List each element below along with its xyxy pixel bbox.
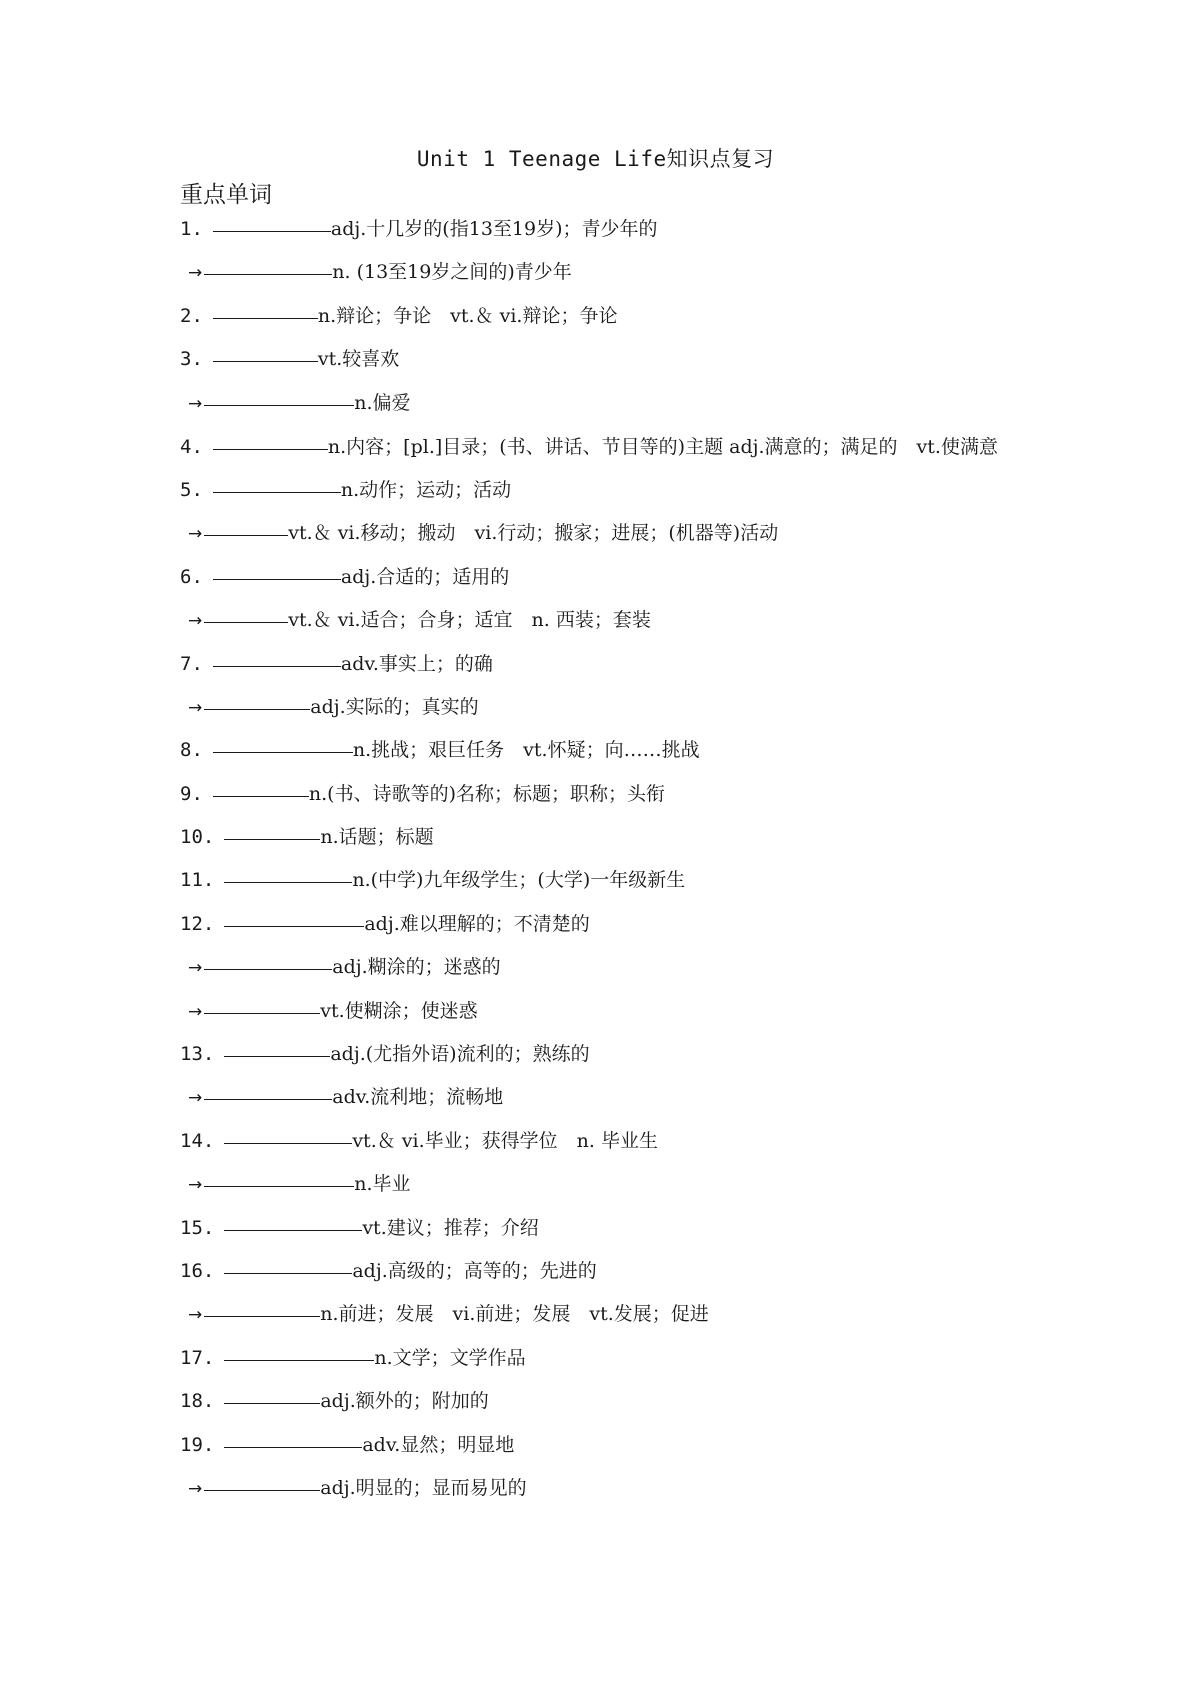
fill-in-blank[interactable]	[224, 1272, 352, 1274]
entry-definition: vt.＆ vi.毕业；获得学位 n. 毕业生	[352, 1129, 658, 1152]
vocabulary-entry	[180, 643, 1020, 686]
fill-in-blank[interactable]	[204, 708, 310, 710]
derived-word-entry	[180, 512, 1020, 555]
entry-definition: adv.事实上；的确	[340, 652, 493, 675]
entry-number: 4.	[180, 435, 203, 458]
derived-word-entry	[180, 686, 1020, 729]
entry-definition: n.偏爱	[354, 391, 411, 414]
fill-in-blank[interactable]	[213, 578, 341, 580]
entry-definition: n.动作；运动；活动	[340, 478, 512, 501]
fill-in-blank[interactable]	[224, 881, 352, 883]
arrow-icon: →	[188, 1175, 203, 1196]
arrow-icon: →	[188, 393, 203, 414]
fill-in-blank[interactable]	[213, 360, 318, 362]
arrow-icon: →	[188, 1478, 203, 1499]
vocabulary-entry	[180, 816, 1020, 859]
fill-in-blank[interactable]	[213, 448, 328, 450]
derived-word-entry	[180, 251, 1020, 294]
vocabulary-entry	[180, 1380, 1020, 1423]
fill-in-blank[interactable]	[204, 1185, 354, 1187]
entry-number: 14.	[180, 1129, 215, 1152]
derived-word-entry	[180, 946, 1020, 989]
section-heading: 重点单词	[180, 182, 272, 208]
fill-in-blank[interactable]	[224, 925, 364, 927]
entry-definition: adv.流利地；流畅地	[332, 1086, 504, 1109]
entry-number: 8.	[180, 739, 203, 762]
fill-in-blank[interactable]	[204, 1098, 332, 1100]
entry-definition: n.(中学)九年级学生；(大学)一年级新生	[352, 869, 686, 892]
fill-in-blank[interactable]	[224, 1359, 374, 1361]
entry-number: 19.	[180, 1433, 215, 1456]
vocabulary-entry	[180, 1337, 1020, 1380]
entry-definition: adj.难以理解的；不清楚的	[364, 912, 590, 935]
fill-in-blank[interactable]	[213, 665, 341, 667]
entry-number: 16.	[180, 1259, 215, 1282]
entry-number: 1.	[180, 218, 203, 240]
fill-in-blank[interactable]	[224, 1446, 362, 1448]
entry-definition: adj.十几岁的(指13至19岁)；青少年的	[330, 218, 658, 240]
derived-word-entry	[180, 599, 1020, 642]
vocabulary-entry	[180, 903, 1020, 946]
entry-number: 13.	[180, 1043, 215, 1066]
vocabulary-entry	[180, 1250, 1020, 1293]
entry-definition: n.文学；文学作品	[374, 1346, 526, 1369]
arrow-icon: →	[188, 611, 203, 632]
entry-definition: vt.＆ vi.移动；搬动 vi.行动；搬家；进展；(机器等)活动	[288, 522, 779, 545]
entry-number: 3.	[180, 348, 203, 371]
fill-in-blank[interactable]	[213, 230, 331, 232]
entry-definition: n.话题；标题	[320, 826, 434, 849]
entry-definition: n.(书、诗歌等的)名称；标题；职称；头衔	[308, 782, 665, 805]
entry-number: 15.	[180, 1216, 215, 1239]
vocabulary-entry	[180, 295, 1020, 338]
entry-definition: n.内容；[pl.]目录；(书、讲话、节目等的)主题 adj.满意的；满足的 vt.使满意	[327, 435, 998, 458]
vocabulary-entry	[180, 338, 1020, 381]
vocabulary-entry	[180, 469, 1020, 512]
fill-in-blank[interactable]	[224, 838, 320, 840]
entry-definition: vt.建议；推荐；介绍	[362, 1216, 539, 1239]
arrow-icon: →	[188, 697, 203, 718]
entry-definition: adj.糊涂的；迷惑的	[332, 956, 501, 979]
fill-in-blank[interactable]	[204, 534, 288, 536]
entry-number: 5.	[180, 478, 203, 501]
entry-number: 7.	[180, 652, 203, 675]
fill-in-blank[interactable]	[224, 1055, 330, 1057]
entry-definition: adj.高级的；高等的；先进的	[352, 1259, 597, 1282]
entry-number: 18.	[180, 1390, 215, 1413]
vocabulary-entry	[180, 859, 1020, 902]
vocabulary-entry	[180, 773, 1020, 816]
entry-definition: adj.额外的；附加的	[320, 1390, 489, 1413]
fill-in-blank[interactable]	[204, 273, 332, 275]
derived-word-entry	[180, 1467, 1020, 1510]
vocabulary-entry	[180, 1207, 1020, 1250]
fill-in-blank[interactable]	[204, 968, 332, 970]
entry-number: 11.	[180, 869, 215, 892]
vocabulary-entry	[180, 431, 1020, 463]
fill-in-blank[interactable]	[213, 751, 353, 753]
derived-word-entry	[180, 990, 1020, 1033]
arrow-icon: →	[188, 1001, 203, 1022]
entry-number: 9.	[180, 782, 203, 805]
entry-definition: n.辩论；争论 vt.＆ vi.辩论；争论	[317, 304, 618, 327]
entry-definition: adj.合适的；适用的	[340, 565, 510, 588]
fill-in-blank[interactable]	[224, 1402, 320, 1404]
vocabulary-entry	[180, 556, 1020, 599]
fill-in-blank[interactable]	[224, 1142, 352, 1144]
entry-definition: adj.(尤指外语)流利的；熟练的	[330, 1043, 590, 1066]
fill-in-blank[interactable]	[224, 1229, 362, 1231]
entry-number: 2.	[180, 304, 203, 327]
derived-word-entry	[180, 1163, 1020, 1206]
document-title: Unit 1 Teenage Life知识点复习	[416, 147, 775, 171]
fill-in-blank[interactable]	[213, 795, 309, 797]
arrow-icon: →	[188, 524, 203, 545]
entry-definition: adv.显然；明显地	[362, 1433, 515, 1456]
entry-definition: n. (13至19岁之间的)青少年	[332, 261, 572, 284]
arrow-icon: →	[188, 958, 203, 979]
fill-in-blank[interactable]	[204, 1012, 320, 1014]
vocabulary-entry	[180, 1424, 1020, 1467]
fill-in-blank[interactable]	[204, 404, 354, 406]
arrow-icon: →	[188, 1305, 203, 1326]
vocabulary-entry	[180, 1120, 1020, 1163]
entry-definition: n.前进；发展 vi.前进；发展 vt.发展；促进	[320, 1303, 709, 1326]
entry-number: 6.	[180, 565, 203, 588]
derived-word-entry	[180, 1076, 1020, 1119]
entry-definition: adj.明显的；显而易见的	[320, 1476, 527, 1499]
fill-in-blank[interactable]	[213, 317, 318, 319]
entry-definition: n.毕业	[354, 1173, 411, 1196]
fill-in-blank[interactable]	[213, 491, 341, 493]
entry-definition: vt.使糊涂；使迷惑	[320, 999, 478, 1022]
entry-definition: vt.较喜欢	[317, 348, 400, 371]
fill-in-blank[interactable]	[204, 1315, 320, 1317]
entry-number: 12.	[180, 912, 215, 935]
entry-definition: adj.实际的；真实的	[310, 695, 479, 718]
vocabulary-entry	[180, 208, 1020, 251]
derived-word-entry	[180, 382, 1020, 425]
vocabulary-entry	[180, 729, 1020, 772]
entry-definition: n.挑战；艰巨任务 vt.怀疑；向……挑战	[352, 739, 700, 762]
entry-number: 10.	[180, 826, 215, 849]
fill-in-blank[interactable]	[204, 621, 288, 623]
entry-definition: vt.＆ vi.适合；合身；适宜 n. 西装；套装	[288, 609, 651, 632]
derived-word-entry	[180, 1293, 1020, 1336]
vocabulary-list	[180, 208, 1020, 1510]
arrow-icon: →	[188, 1088, 203, 1109]
fill-in-blank[interactable]	[204, 1489, 320, 1491]
vocabulary-entry	[180, 1033, 1020, 1076]
arrow-icon: →	[188, 263, 203, 284]
entry-number: 17.	[180, 1346, 215, 1369]
